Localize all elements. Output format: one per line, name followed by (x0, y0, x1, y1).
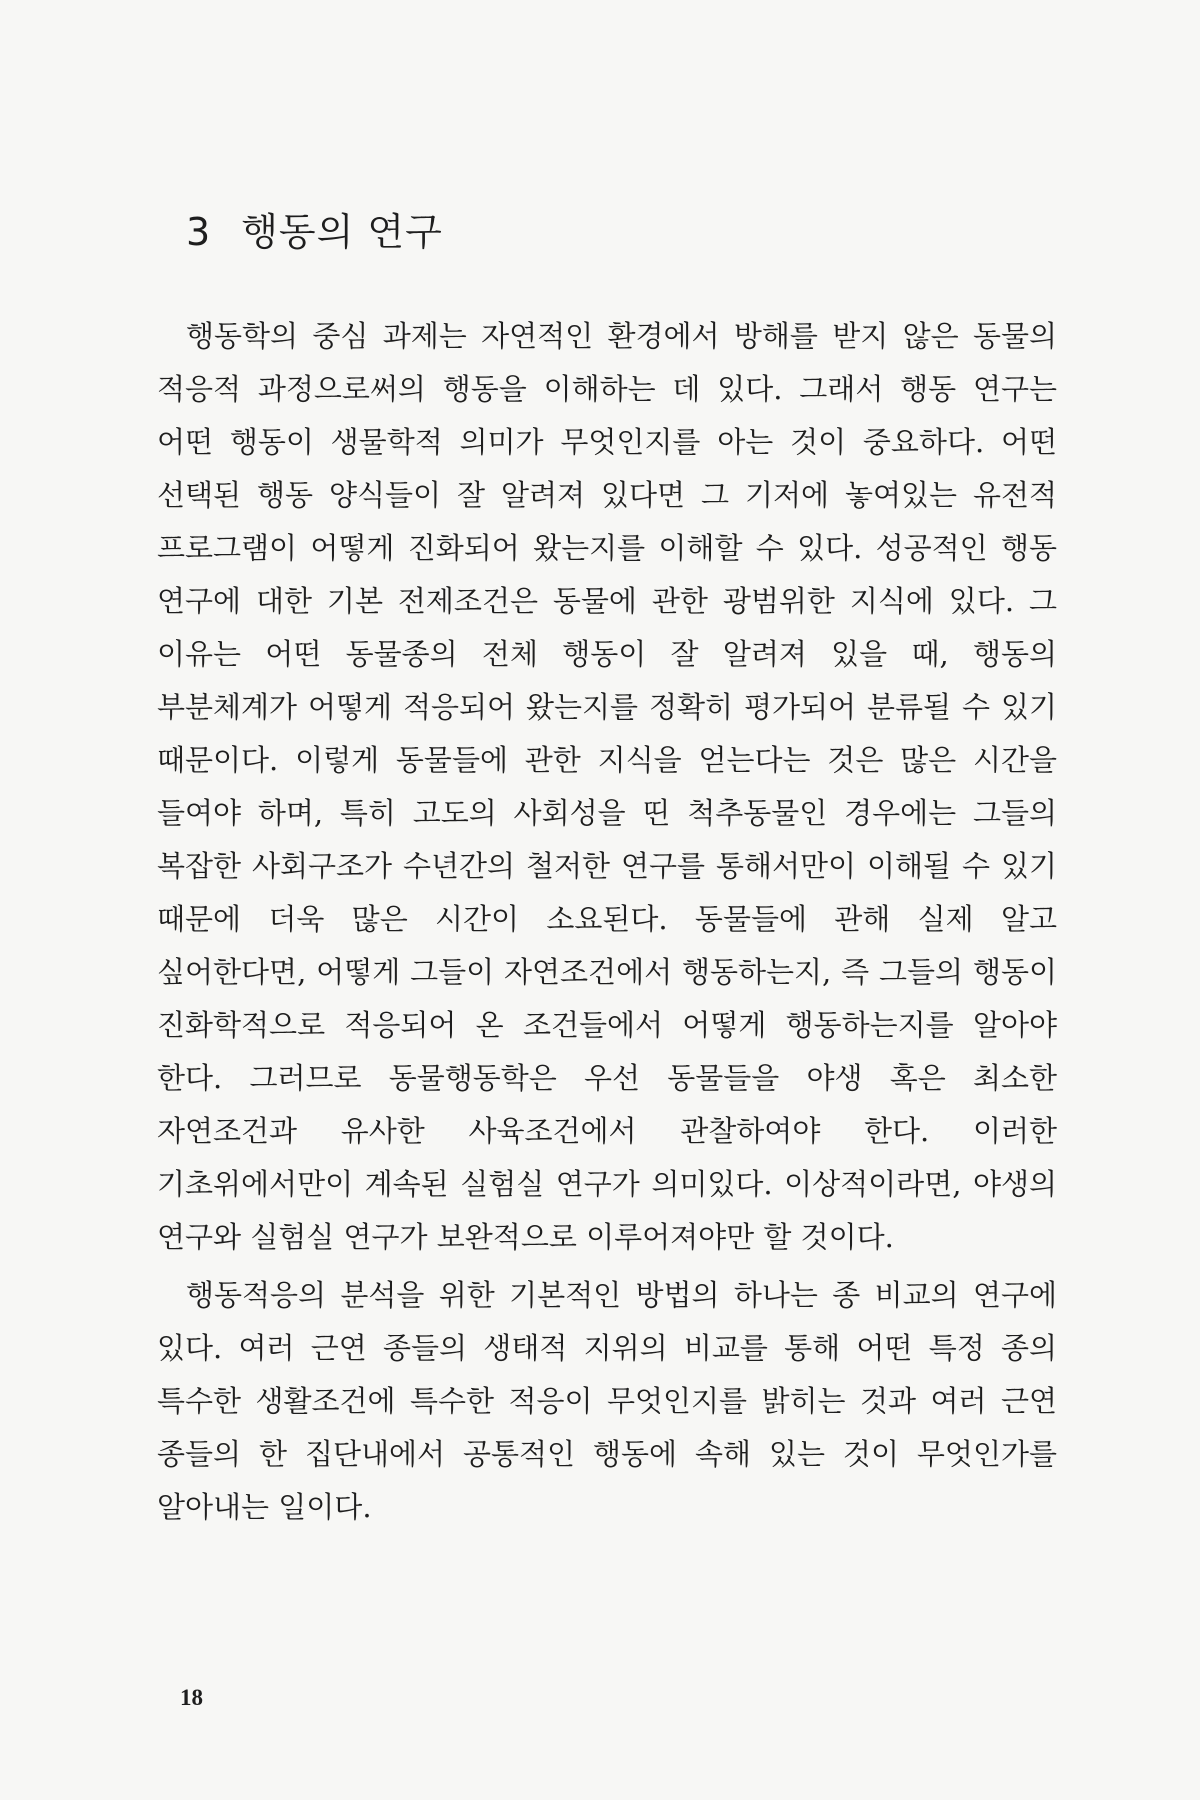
section-number: 3 (186, 210, 212, 254)
paragraph-1: 행동학의 중심 과제는 자연적인 환경에서 방해를 받지 않은 동물의 적응적 과정으로써의 행동을 이해하는 데 있다. 그래서 행동 연구는 어떤 행동이 생물학적 의미가 무엇인지를 아는 것이 중요하다. 어떤 선택된 행동 양식들이 잘 알려져 있다면 그 기저에 놓여있는 유전적 프로그램이 어떻게 진화되어 왔는지를 이해할 수 있다. 성공적인 행동 연구에 대한 기본 전제조건은 동물에 관한 광범위한 지식에 있다. 그 이유는 어떤 동물종의 전체 행동이 잘 알려져 있을 때, 행동의 부분체계가 어떻게 적응되어 왔는지를 정확히 평가되어 분류될 수 있기 때문이다. 이렇게 동물들에 관한 지식을 얻는다는 것은 많은 시간을 들여야 하며, 특히 고도의 사회성을 띤 척추동물인 경우에는 그들의 복잡한 사회구조가 수년간의 철저한 연구를 통해서만이 이해될 수 있기 때문에 더욱 많은 시간이 소요된다. 동물들에 관해 실제 알고 싶어한다면, 어떻게 그들이 자연조건에서 행동하는지, 즉 그들의 행동이 진화학적으로 적응되어 온 조건들에서 어떻게 행동하는지를 알아야 한다. 그러므로 동물행동학은 우선 동물들을 야생 혹은 최소한 자연조건과 유사한 사육조건에서 관찰하여야 한다. 이러한 기초위에서만이 계속된 실험실 연구가 의미있다. 이상적이라면, 야생의 연구와 실험실 연구가 보완적으로 이루어져야만 할 것이다. (157, 319, 1057, 1254)
paragraph-2: 행동적응의 분석을 위한 기본적인 방법의 하나는 종 비교의 연구에 있다. 여러 근연 종들의 생태적 지위의 비교를 통해 어떤 특정 종의 특수한 생활조건에 특수한 적응이 무엇인지를 밝히는 것과 여러 근연 종들의 한 집단내에서 공통적인 행동에 속해 있는 것이 무엇인가를 알아내는 일이다. (157, 1278, 1057, 1524)
page-number: 18 (180, 1685, 203, 1710)
body-text (157, 310, 1057, 1534)
section-title-text: 행동의 연구 (241, 210, 443, 254)
section-heading (186, 208, 443, 256)
